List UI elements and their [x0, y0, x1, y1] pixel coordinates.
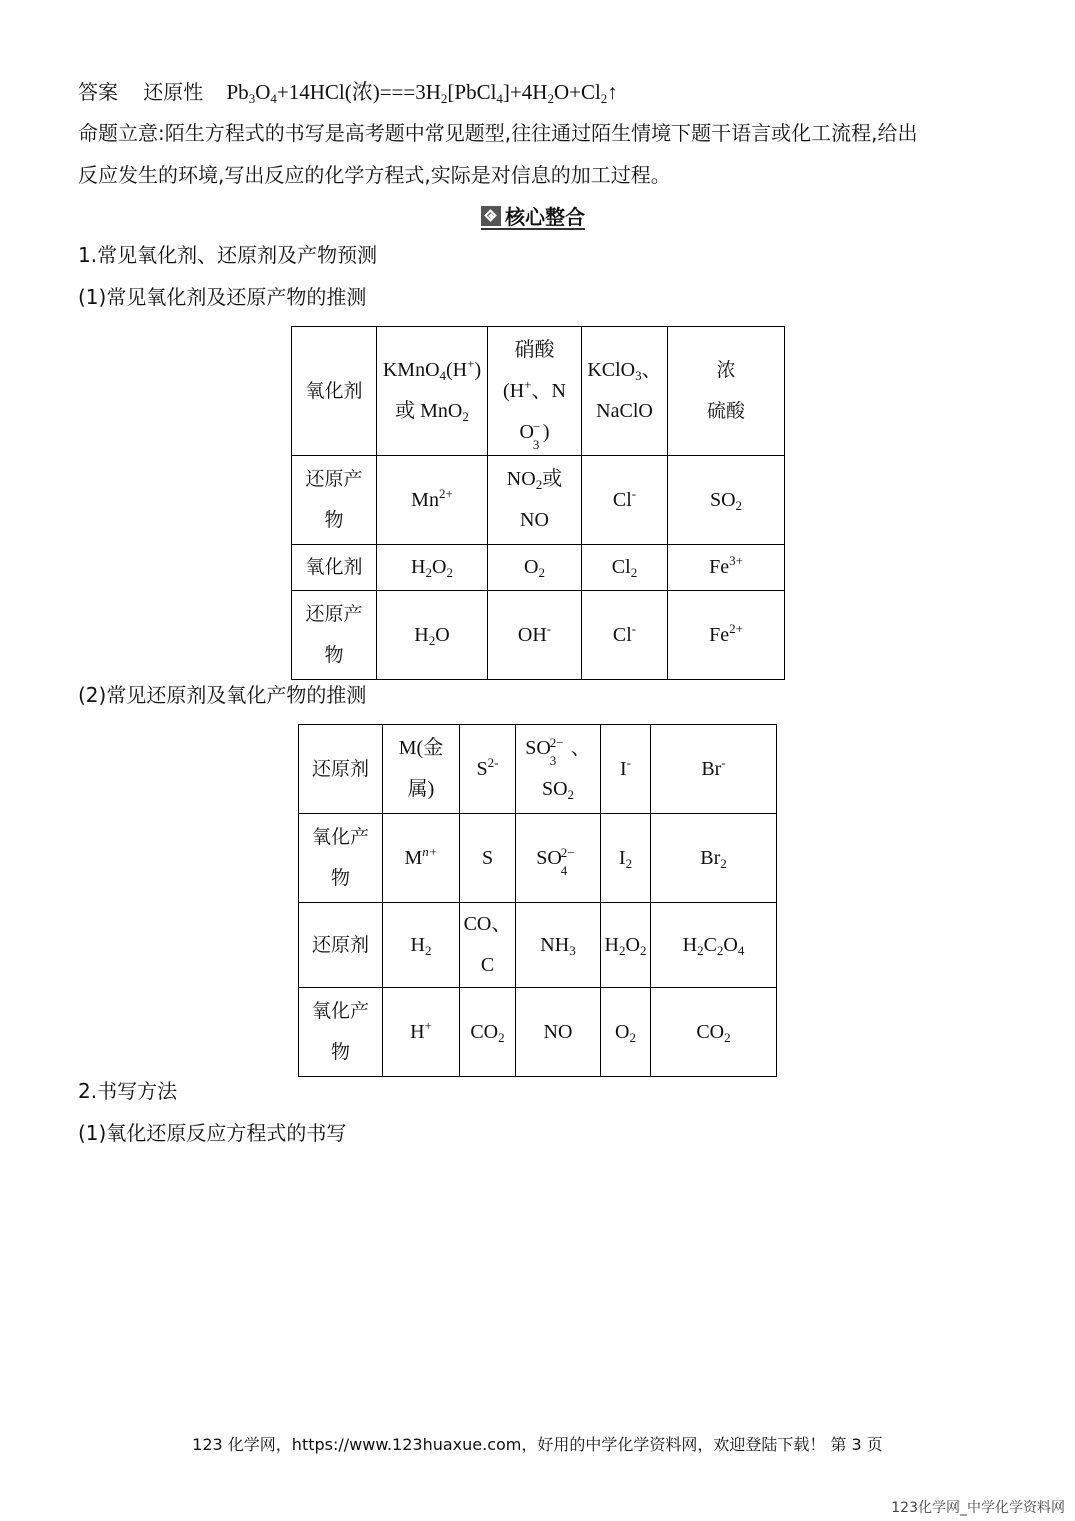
cell: SO 2− 3 、 $SO_2$ [516, 725, 601, 814]
page-footer: 123 化学网，https://www.123huaxue.com，好用的中学化学资料网，欢迎登陆下载！ 第 3 页 [192, 1435, 883, 1454]
answer-property: 还原性 [143, 80, 204, 104]
item-1-2-title: (2)常见还原剂及氧化产物的推测 [78, 683, 367, 707]
cell: $Mn^{2+}$ [377, 456, 488, 545]
intent-line-1: 命题立意:陌生方程式的书写是高考题中常见题型,往往通过陌生情境下题干语言或化工流程,给出 [78, 121, 918, 145]
cell: $H_2$ [383, 903, 460, 988]
section-heading-text: 核心整合 [505, 205, 585, 229]
cell-metal: M(金 属) [383, 725, 460, 814]
cell: $NH_3$ [516, 903, 601, 988]
cell: $S^{2-}$ [460, 725, 516, 814]
watermark: 123化学网_中学化学资料网 [891, 1500, 1065, 1516]
cell: Cl- [582, 591, 668, 680]
header-reduction-product: 还原产物 [292, 456, 377, 545]
cell: $Fe^{3+}$ [668, 545, 785, 591]
header-oxidation-product: 氧化产物 [299, 988, 383, 1077]
cell: H+ [383, 988, 460, 1077]
table-row [299, 988, 777, 1077]
cell: $O_2$ [488, 545, 582, 591]
cell: OH- [488, 591, 582, 680]
item-1-1-title: (1)常见氧化剂及还原产物的推测 [78, 285, 367, 309]
table-row [292, 591, 785, 680]
diamond-icon [481, 206, 501, 226]
table-row [299, 814, 777, 903]
cell-conc-sulfuric: 浓 硫酸 [668, 327, 785, 456]
cell: $Fe^{2+}$ [668, 591, 785, 680]
cell-kmno4: KMnO$_4$(H+) 或 MnO$_2$ [377, 327, 488, 456]
cell: $Br_2$ [651, 814, 777, 903]
cell: $CO_2$ [651, 988, 777, 1077]
cell: Cl- [582, 456, 668, 545]
table-row [292, 545, 785, 591]
cell-kclo3: KClO$_3$、 NaClO [582, 327, 668, 456]
cell: NO [516, 988, 601, 1077]
cell: $O_2$ [601, 988, 651, 1077]
cell: $H_2O_2$ [377, 545, 488, 591]
header-oxidant: 氧化剂 [292, 327, 377, 456]
cell: Br- [651, 725, 777, 814]
header-oxidant: 氧化剂 [292, 545, 377, 591]
table-row [299, 903, 777, 988]
cell: $H_2O_2$ [601, 903, 651, 988]
reductant-table [298, 724, 777, 1077]
section-heading [481, 203, 585, 230]
answer-label: 答案 [78, 80, 118, 104]
header-oxidation-product: 氧化产物 [299, 814, 383, 903]
cell-nitric-acid: 硝酸 (H+、N O − 3 ) [488, 327, 582, 456]
cell: SO 2− 4 [516, 814, 601, 903]
cell: $Cl_2$ [582, 545, 668, 591]
cell: $I_2$ [601, 814, 651, 903]
cell: $CO_2$ [460, 988, 516, 1077]
header-reduction-product: 还原产物 [292, 591, 377, 680]
cell: $SO_2$ [668, 456, 785, 545]
cell: S [460, 814, 516, 903]
cell: $H_2O$ [377, 591, 488, 680]
answer-equation: $Pb_3O_4+14HCl$(浓)$===3H_2[PbCl_4]+4H_2O+Cl_2↑$ [226, 80, 618, 106]
table-row [292, 456, 785, 545]
item-1-title: 1.常见氧化剂、还原剂及产物预测 [78, 243, 378, 267]
table-row [299, 725, 777, 814]
answer-line [78, 77, 618, 107]
cell: I- [601, 725, 651, 814]
oxidant-table [291, 326, 785, 680]
cell: CO、 C [460, 903, 516, 988]
intent-line-2: 反应发生的环境,写出反应的化学方程式,实际是对信息的加工过程。 [78, 163, 671, 187]
table-row [292, 327, 785, 456]
header-reductant: 还原剂 [299, 903, 383, 988]
header-reductant: 还原剂 [299, 725, 383, 814]
item-2-title: 2.书写方法 [78, 1079, 178, 1103]
cell: $H_2C_2O_4$ [651, 903, 777, 988]
item-2-1-title: (1)氧化还原反应方程式的书写 [78, 1121, 347, 1145]
cell: $M^{n+}$ [383, 814, 460, 903]
cell: $NO_2$或 NO [488, 456, 582, 545]
